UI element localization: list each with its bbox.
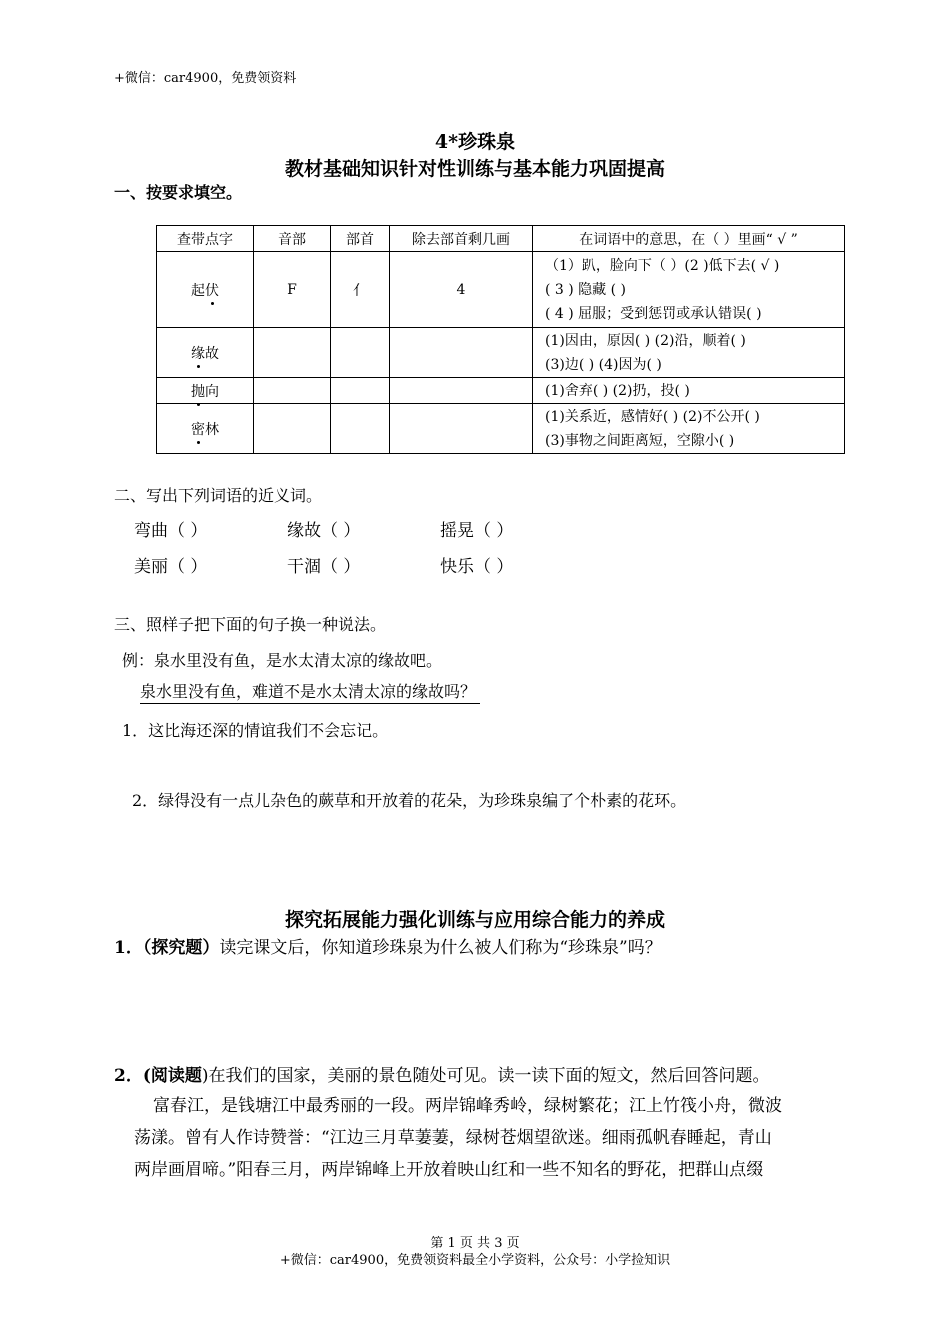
bushou-cell — [331, 378, 390, 404]
reading-question: 2．(阅读题)在我们的国家，美丽的景色随处可见。读一读下面的短文，然后回答问题。 — [114, 1066, 770, 1086]
table-row — [157, 252, 845, 328]
dotted-char: 密 — [191, 421, 205, 438]
strokes-cell: 4 — [390, 252, 533, 328]
part2-title: 探究拓展能力强化训练与应用综合能力的养成 — [284, 909, 665, 931]
meaning-line: (1)舍弃( ) (2)扔，投( ) — [545, 382, 690, 399]
footer-note: +微信：car4900，免费领资料最全小学资料，公众号：小学捡知识 — [279, 1253, 671, 1268]
meaning-line: (3)边( ) (4)因为( ) — [545, 356, 662, 373]
bushou-cell — [331, 328, 390, 378]
page-subtitle: 教材基础知识针对性训练与基本能力巩固提高 — [284, 158, 665, 180]
yinbu-cell — [254, 328, 331, 378]
synonym-item: 快乐（ ） — [440, 557, 514, 577]
passage-line: 两岸画眉啼。”阳春三月，两岸锦峰上开放着映山红和一些不知名的野花，把群山点缀 — [134, 1160, 764, 1180]
synonym-item: 缘故（ ） — [287, 521, 361, 541]
strokes-cell — [390, 328, 533, 378]
strokes-cell — [390, 404, 533, 454]
synonym-item: 弯曲（ ） — [134, 521, 208, 541]
meaning-line: (1)关系近，感情好( ) (2)不公开( ) — [545, 408, 760, 425]
table-row — [157, 404, 845, 454]
meaning-line: (3)事物之间距离短，空隙小( ) — [545, 432, 735, 449]
strokes-cell — [390, 378, 533, 404]
table-row — [157, 328, 845, 378]
meaning-line: ( 3 ) 隐藏 ( ) — [545, 281, 627, 298]
reading-tag: (阅读题 — [142, 1066, 202, 1086]
question-1: 1．这比海还深的情谊我们不会忘记。 — [122, 721, 389, 740]
yinbu-cell — [254, 404, 331, 454]
word-cell: 密林 — [157, 404, 254, 454]
synonym-item: 干涸（ ） — [287, 557, 361, 577]
meaning-cell — [533, 252, 845, 328]
word-cell: 抛向 — [157, 378, 254, 404]
dotted-char: 抛 — [191, 383, 205, 400]
word-cell: 起伏 — [157, 252, 254, 328]
meaning-cell — [533, 328, 845, 378]
dotted-char: 伏 — [205, 282, 219, 299]
question-2: 2．绿得没有一点儿杂色的蕨草和开放着的花朵，为珍珠泉编了个朴素的花环。 — [132, 791, 687, 810]
meaning-line: （1）趴，脸向下（ ）(2 )低下去( √ ) — [545, 257, 780, 274]
example-sentence: 例：泉水里没有鱼，是水太清太凉的缘故吧。 — [122, 651, 443, 670]
table-header-cell: 查带点字 — [157, 226, 254, 252]
table-row — [157, 378, 845, 404]
word-cell: 缘故 — [157, 328, 254, 378]
synonym-item: 美丽（ ） — [134, 557, 208, 577]
page-title: 4*珍珠泉 — [434, 131, 516, 153]
section3-heading: 三、照样子把下面的句子换一种说法。 — [114, 615, 387, 634]
meaning-line: ( 4 ) 屈服；受到惩罚或承认错误( ) — [545, 305, 762, 322]
knowledge-table — [156, 225, 845, 454]
example-answer: 泉水里没有鱼，难道不是水太清太凉的缘故吗？ — [140, 681, 480, 704]
table-header-cell: 音部 — [254, 226, 331, 252]
synonym-item: 摇晃（ ） — [440, 521, 514, 541]
passage-line: 富春江，是钱塘江中最秀丽的一段。两岸锦峰秀岭，绿树繁花；江上竹筏小舟，微波 — [153, 1096, 782, 1116]
table-header-cell: 部首 — [331, 226, 390, 252]
passage-line: 荡漾。曾有人作诗赞誉：“江边三月草萋萋，绿树苍烟望欲迷。细雨孤帆春睡起，青山 — [134, 1128, 772, 1148]
bushou-cell — [331, 404, 390, 454]
explore-tag: （探究题） — [142, 938, 220, 958]
yinbu-cell — [254, 378, 331, 404]
meaning-cell — [533, 378, 845, 404]
table-header-cell: 在词语中的意思，在（ ）里画“ √ ” — [533, 226, 845, 252]
dotted-char: 缘 — [191, 345, 205, 362]
table-header-row — [157, 226, 845, 252]
meaning-cell — [533, 404, 845, 454]
section2-heading: 二、写出下列词语的近义词。 — [114, 486, 323, 505]
bushou-cell: 亻 — [331, 252, 390, 328]
table-header-cell: 除去部首剩几画 — [390, 226, 533, 252]
header-note: +微信：car4900，免费领资料 — [114, 71, 297, 86]
yinbu-cell: F — [254, 252, 331, 328]
page-number: 第 1 页 共 3 页 — [430, 1236, 520, 1251]
section1-heading: 一、按要求填空。 — [114, 183, 243, 202]
explore-question: 1．（探究题）读完课文后，你知道珍珠泉为什么被人们称为“珍珠泉”吗？ — [114, 938, 662, 958]
meaning-line: (1)因由，原因( ) (2)沿，顺着( ) — [545, 332, 746, 349]
